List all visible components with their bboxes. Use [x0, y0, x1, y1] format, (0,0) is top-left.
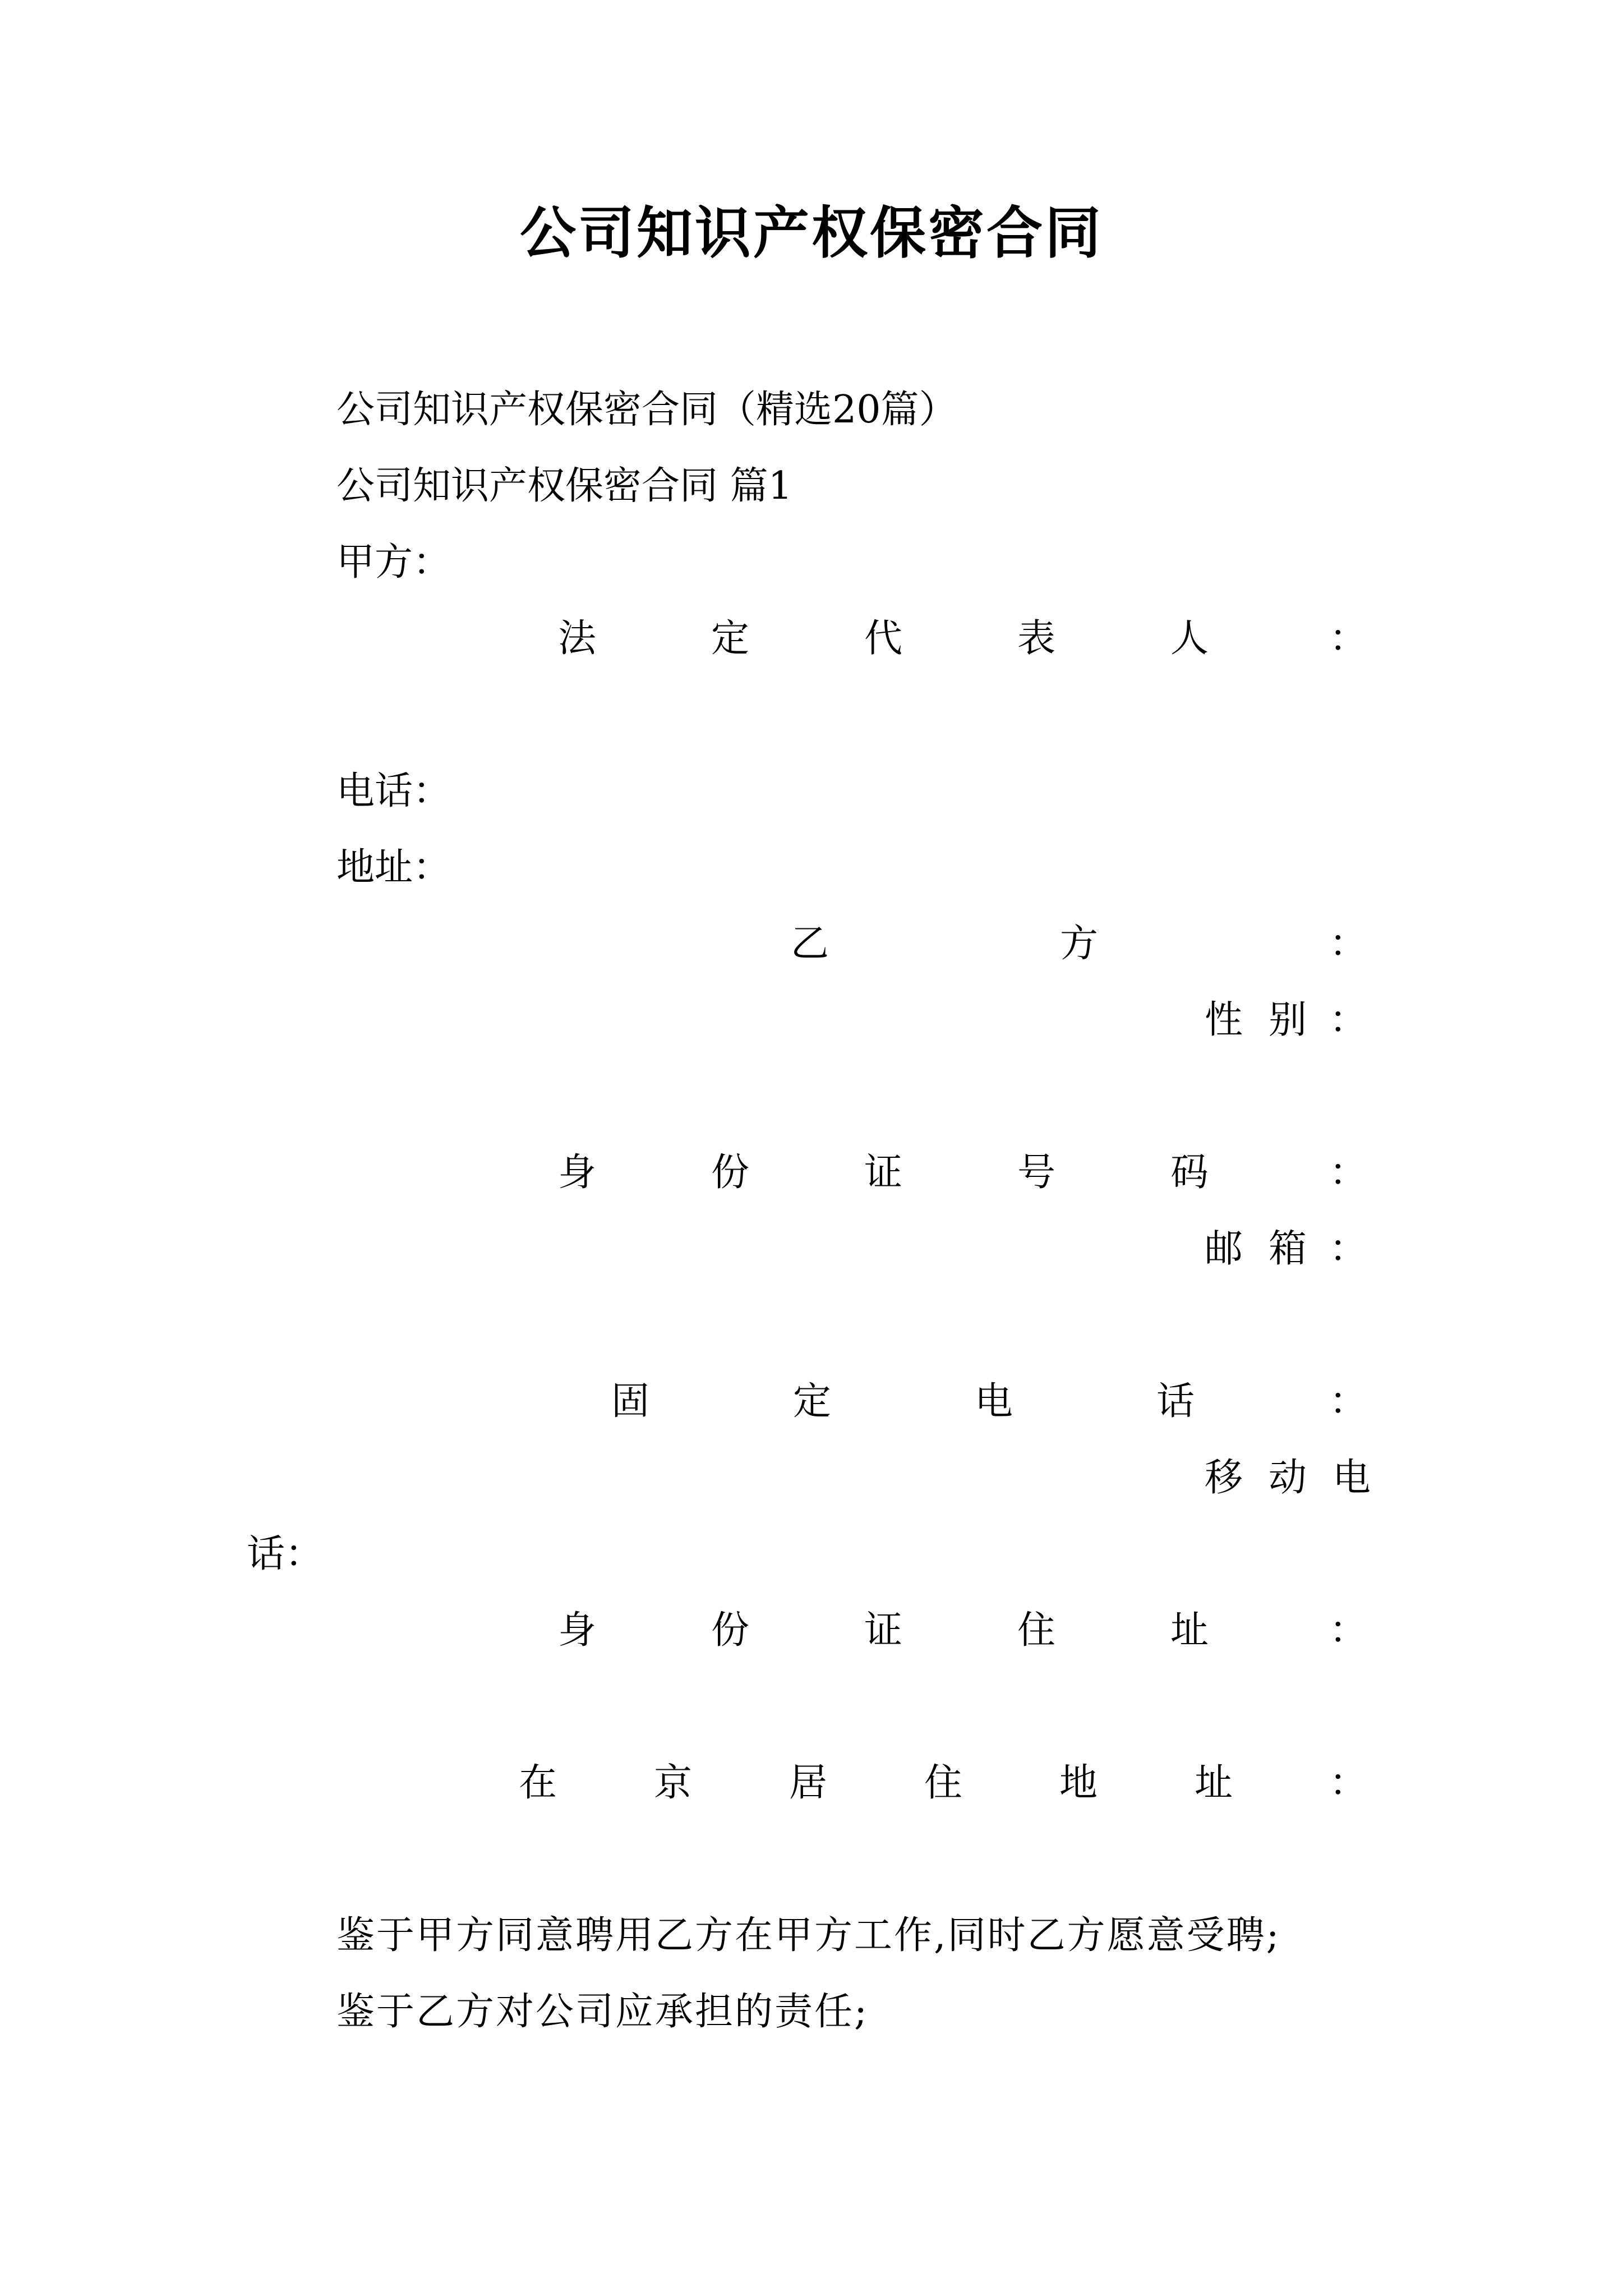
email-char: 邮: [1205, 1227, 1243, 1271]
mobile-char: 动: [1269, 1456, 1307, 1500]
id-address-char: 址: [1170, 1608, 1209, 1653]
email-char: 箱: [1269, 1227, 1307, 1271]
party-b-colon: ：: [1329, 922, 1368, 966]
landline-char: 话: [1156, 1379, 1195, 1424]
address-label: 地址：: [336, 845, 451, 890]
beijing-address-char: 在: [519, 1761, 557, 1805]
party-b-char: 方: [1060, 922, 1099, 966]
beijing-address-char: 居: [789, 1761, 828, 1805]
legal-rep-char: 法: [558, 616, 597, 661]
mobile-continuation: 话：: [247, 1532, 324, 1576]
id-number-char: 身: [558, 1151, 597, 1195]
legal-rep-char: 代: [864, 616, 903, 661]
id-number-char: 码: [1170, 1151, 1209, 1195]
landline-char: 固: [611, 1379, 650, 1424]
party-b-char: 乙: [791, 922, 829, 966]
legal-rep-char: 定: [711, 616, 750, 661]
id-number-char: 证: [864, 1151, 903, 1195]
id-address-char: 证: [864, 1608, 903, 1653]
landline-colon: ：: [1329, 1379, 1368, 1424]
beijing-address-char: 地: [1059, 1761, 1098, 1805]
email-colon: ：: [1329, 1227, 1368, 1271]
id-number-char: 号: [1017, 1151, 1056, 1195]
gender-char: 别: [1269, 998, 1307, 1042]
legal-rep-char: 人: [1170, 616, 1209, 661]
mobile-char: 移: [1205, 1456, 1243, 1500]
document-title: 公司知识产权保密合同: [520, 200, 1103, 266]
mobile-char: 电: [1332, 1456, 1371, 1500]
gender-colon: ：: [1329, 998, 1368, 1042]
beijing-address-char: 址: [1195, 1761, 1233, 1805]
landline-char: 定: [793, 1379, 832, 1424]
section-heading: 公司知识产权保密合同 篇1: [336, 464, 792, 508]
beijing-address-char: 京: [654, 1761, 693, 1805]
party-a-label: 甲方：: [336, 540, 451, 585]
id-address-char: 住: [1017, 1608, 1056, 1653]
phone-label: 电话：: [336, 769, 451, 813]
id-address-char: 身: [558, 1608, 597, 1653]
id-address-colon: ：: [1329, 1608, 1368, 1653]
gender-char: 性: [1205, 998, 1243, 1042]
document-subtitle: 公司知识产权保密合同（精选20篇）: [336, 388, 957, 432]
beijing-address-char: 住: [924, 1761, 963, 1805]
landline-char: 电: [975, 1379, 1013, 1424]
legal-rep-colon: ：: [1329, 616, 1368, 661]
beijing-address-colon: ：: [1329, 1761, 1368, 1805]
paragraph-recital-1: 鉴于甲方同意聘用乙方在甲方工作,同时乙方愿意受聘;: [336, 1913, 1281, 1958]
paragraph-recital-2: 鉴于乙方对公司应承担的责任;: [336, 1990, 869, 2034]
id-address-char: 份: [711, 1608, 750, 1653]
id-number-char: 份: [711, 1151, 750, 1195]
legal-rep-char: 表: [1017, 616, 1056, 661]
id-number-colon: ：: [1329, 1151, 1368, 1195]
